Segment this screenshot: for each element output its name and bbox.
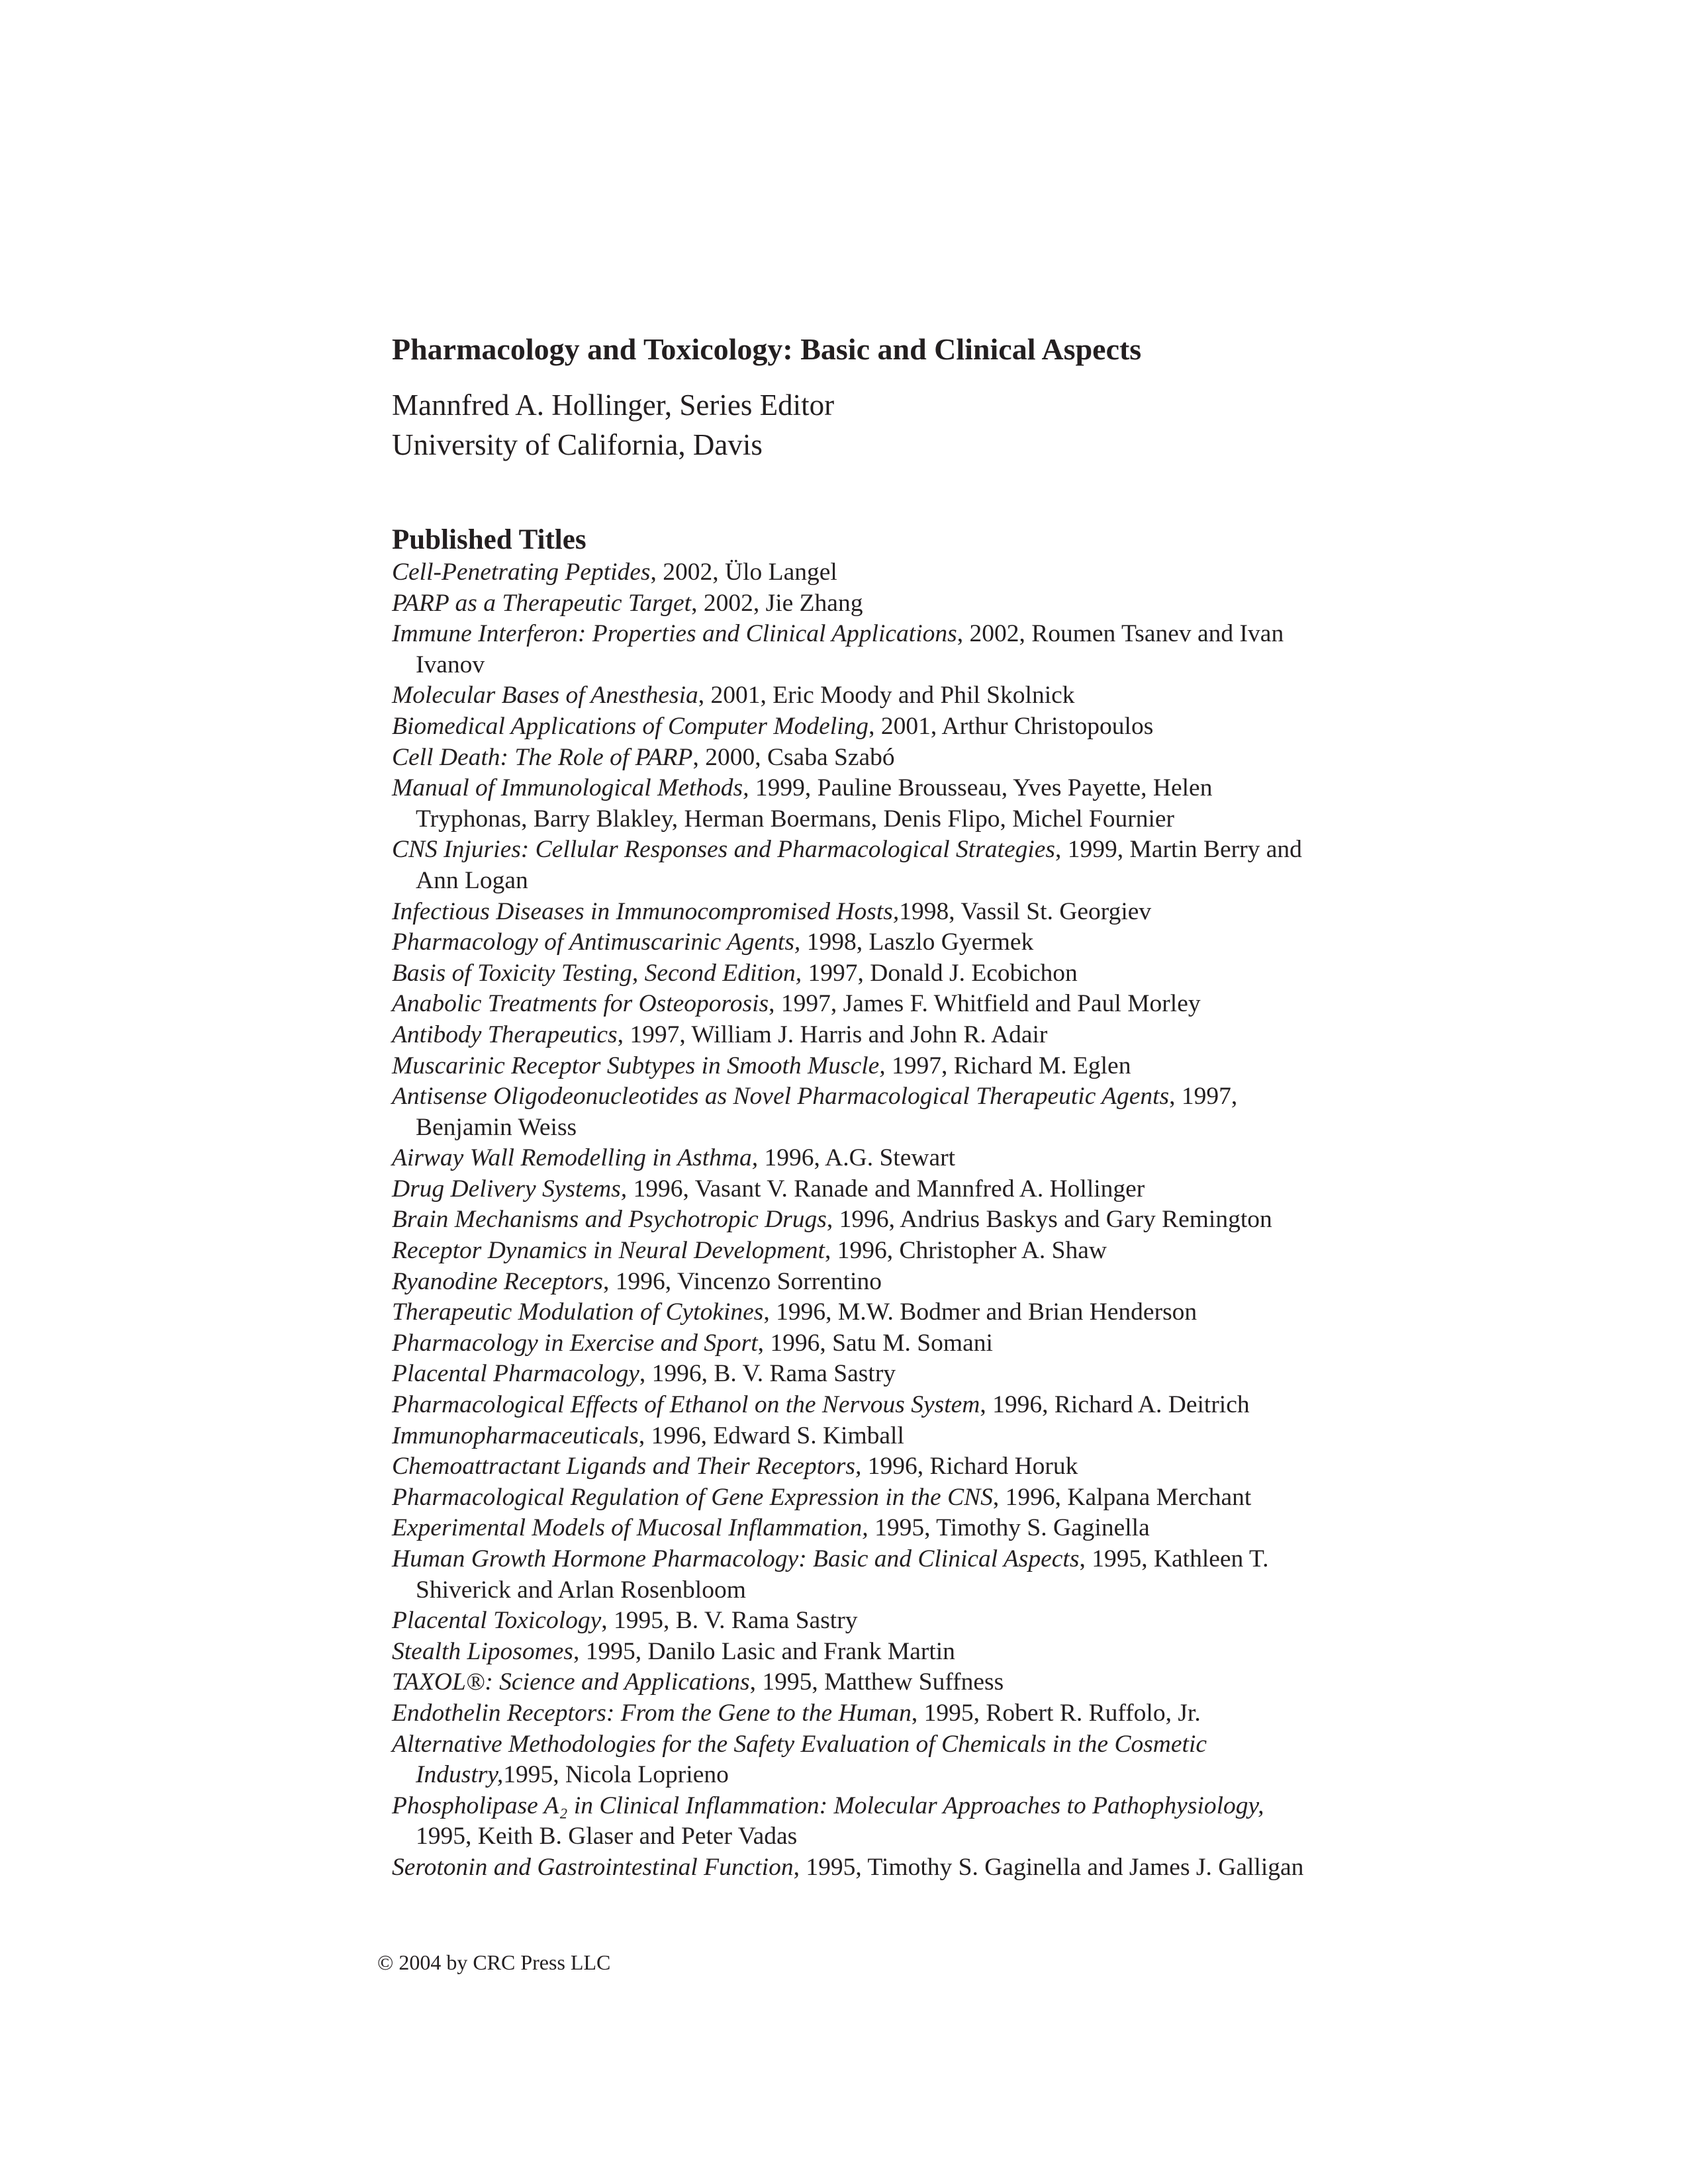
page-content: [392, 331, 1319, 1884]
list-item: [392, 1081, 1319, 1143]
list-item: [392, 557, 1319, 588]
book-title: Cell Death: The Role of PARP: [392, 743, 693, 771]
list-item: [392, 1051, 1319, 1082]
book-title: Serotonin and Gastrointestinal Function: [392, 1853, 794, 1881]
book-details: , 1995, Robert R. Ruffolo, Jr.: [911, 1699, 1201, 1727]
book-details: , 1995, Timothy S. Gaginella and James J. Galligan: [793, 1853, 1304, 1881]
list-item: [392, 989, 1319, 1020]
book-details: , 1996, Kalpana Merchant: [992, 1483, 1252, 1511]
book-title: PARP as a Therapeutic Target: [392, 589, 692, 617]
book-title: Therapeutic Modulation of Cytokines: [392, 1298, 764, 1326]
list-item: [392, 927, 1319, 958]
book-details: , 1996, B. V. Rama Sastry: [639, 1360, 896, 1388]
book-title: Receptor Dynamics in Neural Development: [392, 1237, 825, 1265]
book-details: , 2000, Csaba Szabó: [692, 743, 895, 771]
book-details: 1996, A.G. Stewart: [758, 1144, 956, 1172]
book-details: , 1995, Danilo Lasic and Frank Martin: [573, 1637, 955, 1665]
book-details: , 1996, Christopher A. Shaw: [824, 1237, 1107, 1265]
book-title: Experimental Models of Mucosal Inflammation,: [392, 1514, 868, 1542]
book-details: , 2002, Jie Zhang: [691, 589, 863, 617]
book-title: TAXOL®: Science and Applications: [392, 1668, 750, 1696]
book-title: Anabolic Treatments for Osteoporosis: [392, 990, 769, 1018]
book-details: , 2002, Roumen Tsanev and Ivan Ivanov: [416, 620, 1284, 678]
list-item: [392, 1143, 1319, 1174]
list-item: [392, 1390, 1319, 1421]
editor-affiliation: University of California, Davis: [392, 428, 763, 461]
list-item: [392, 1667, 1319, 1698]
book-title: Placental Toxicology: [392, 1607, 602, 1635]
list-item: [392, 1328, 1319, 1359]
book-details: 1997, Donald J. Ecobichon: [802, 959, 1078, 987]
series-editor: Mannfred A. Hollinger, Series Editor: [392, 388, 835, 422]
book-details: 1995, Nicola Loprieno: [503, 1761, 729, 1789]
book-title: Airway Wall Remodelling in Asthma,: [392, 1144, 759, 1172]
list-item: [392, 1544, 1319, 1606]
book-title: Chemoattractant Ligands and Their Receptors,: [392, 1453, 862, 1480]
list-item: [392, 1359, 1319, 1390]
list-item: [392, 1451, 1319, 1482]
book-details: , 1995, B. V. Rama Sastry: [601, 1607, 858, 1635]
book-details: , 2002, Ülo Langel: [650, 559, 837, 586]
book-details: , 2001, Eric Moody and Phil Skolnick: [698, 682, 1075, 709]
book-title: Human Growth Hormone Pharmacology: Basic and Clinical Aspects: [392, 1545, 1080, 1572]
list-item: [392, 743, 1319, 774]
list-item: [392, 1791, 1319, 1852]
list-item: [392, 1267, 1319, 1298]
list-item: [392, 773, 1319, 835]
list-item: [392, 680, 1319, 711]
book-title: Infectious Diseases in Immunocompromised Hosts,: [392, 897, 900, 925]
book-title: Manual of Immunological Methods,: [392, 774, 749, 802]
book-details: , 1996, Vincenzo Sorrentino: [603, 1267, 882, 1295]
book-title: Muscarinic Receptor Subtypes in Smooth Muscle,: [392, 1052, 886, 1079]
book-details: , 1997, James F. Whitfield and Paul Morley: [769, 990, 1201, 1018]
list-item: [392, 958, 1319, 989]
list-item: [392, 1698, 1319, 1729]
list-item: [392, 1421, 1319, 1452]
list-item: [392, 835, 1319, 896]
book-details: , 1996, Satu M. Somani: [757, 1329, 993, 1357]
copyright-notice: © 2004 by CRC Press LLC: [377, 1950, 611, 1974]
book-title: Phospholipase A₂ in Clinical Inflammation: Molecular Approaches to Pathophysiology,: [392, 1792, 1264, 1819]
published-titles-list: [392, 557, 1319, 1884]
published-titles-heading: Published Titles: [392, 524, 586, 555]
book-title: Basis of Toxicity Testing, Second Edition,: [392, 959, 802, 987]
book-details: , 1996, M.W. Bodmer and Brian Henderson: [763, 1298, 1197, 1326]
list-item: [392, 1020, 1319, 1051]
book-title: Brain Mechanisms and Psychotropic Drugs: [392, 1206, 827, 1234]
list-item: [392, 1852, 1319, 1884]
book-title: Pharmacological Regulation of Gene Expression in the CNS: [392, 1483, 993, 1511]
list-item: [392, 711, 1319, 743]
book-details: , 1997, Benjamin Weiss: [416, 1083, 1238, 1141]
list-item: [392, 1174, 1319, 1205]
book-title: Ryanodine Receptors: [392, 1267, 604, 1295]
book-details: , 1995, Matthew Suffness: [749, 1668, 1004, 1696]
series-title: Pharmacology and Toxicology: Basic and Clinical Aspects: [392, 332, 1142, 366]
book-title: CNS Injuries: Cellular Responses and Pharmacological Strategies: [392, 836, 1056, 864]
list-item: [392, 619, 1319, 680]
list-item: [392, 1205, 1319, 1236]
book-details: , 1999, Martin Berry and Ann Logan: [416, 836, 1302, 894]
book-title: Pharmacological Effects of Ethanol on the Nervous System: [392, 1391, 980, 1419]
list-item: [392, 1297, 1319, 1328]
book-details: 1995, Keith B. Glaser and Peter Vadas: [416, 1823, 798, 1850]
book-title: Antibody Therapeutics: [392, 1021, 618, 1048]
list-item: [392, 1513, 1319, 1544]
book-title: Antisense Oligodeonucleotides as Novel Pharmacological Therapeutic Agents: [392, 1083, 1170, 1111]
book-details: 1997, Richard M. Eglen: [885, 1052, 1131, 1079]
book-title: Drug Delivery Systems,: [392, 1175, 628, 1203]
book-details: , 2001, Arthur Christopoulos: [868, 712, 1154, 740]
book-title: Pharmacology of Antimuscarinic Agents,: [392, 929, 801, 956]
book-details: , 1996, Richard A. Deitrich: [980, 1391, 1250, 1419]
book-details: 1996, Vasant V. Ranade and Mannfred A. Hollinger: [627, 1175, 1145, 1203]
book-title: Molecular Bases of Anesthesia: [392, 682, 698, 709]
book-details: , 1996, Andrius Baskys and Gary Remington: [826, 1206, 1272, 1234]
list-item: [392, 1482, 1319, 1514]
book-title: Biomedical Applications of Computer Modeling: [392, 712, 869, 740]
book-details: 1995, Timothy S. Gaginella: [868, 1514, 1150, 1542]
book-title: Placental Pharmacology: [392, 1360, 639, 1388]
book-title: Immune Interferon: Properties and Clinical Applications: [392, 620, 957, 648]
book-details: , 1995, Kathleen T. Shiverick and Arlan Rosenbloom: [416, 1545, 1269, 1604]
book-title: Immunopharmaceuticals: [392, 1422, 639, 1449]
book-title: Pharmacology in Exercise and Sport: [392, 1329, 758, 1357]
book-details: 1999, Pauline Brousseau, Yves Payette, Helen Tryphonas, Barry Blakley, Herman Boermans, Denis Flipo, Michel Fournier: [416, 774, 1213, 833]
book-details: 1998, Laszlo Gyermek: [800, 929, 1034, 956]
book-details: , 1996, Edward S. Kimball: [638, 1422, 904, 1449]
book-title: Stealth Liposomes: [392, 1637, 573, 1665]
list-item: [392, 1637, 1319, 1668]
book-details: 1998, Vassil St. Georgiev: [899, 897, 1152, 925]
book-title: Endothelin Receptors: From the Gene to the Human: [392, 1699, 912, 1727]
list-item: [392, 1729, 1319, 1791]
list-item: [392, 1236, 1319, 1267]
editor-block: [392, 385, 1319, 465]
list-item: [392, 588, 1319, 619]
book-title: Cell-Penetrating Peptides: [392, 559, 651, 586]
list-item: [392, 1606, 1319, 1637]
book-title: Alternative Methodologies for the Safety Evaluation of Chemicals in the Cosmetic Industry,: [392, 1730, 1207, 1789]
list-item: [392, 897, 1319, 928]
book-details: , 1997, William J. Harris and John R. Adair: [617, 1021, 1048, 1048]
book-details: 1996, Richard Horuk: [861, 1453, 1078, 1480]
